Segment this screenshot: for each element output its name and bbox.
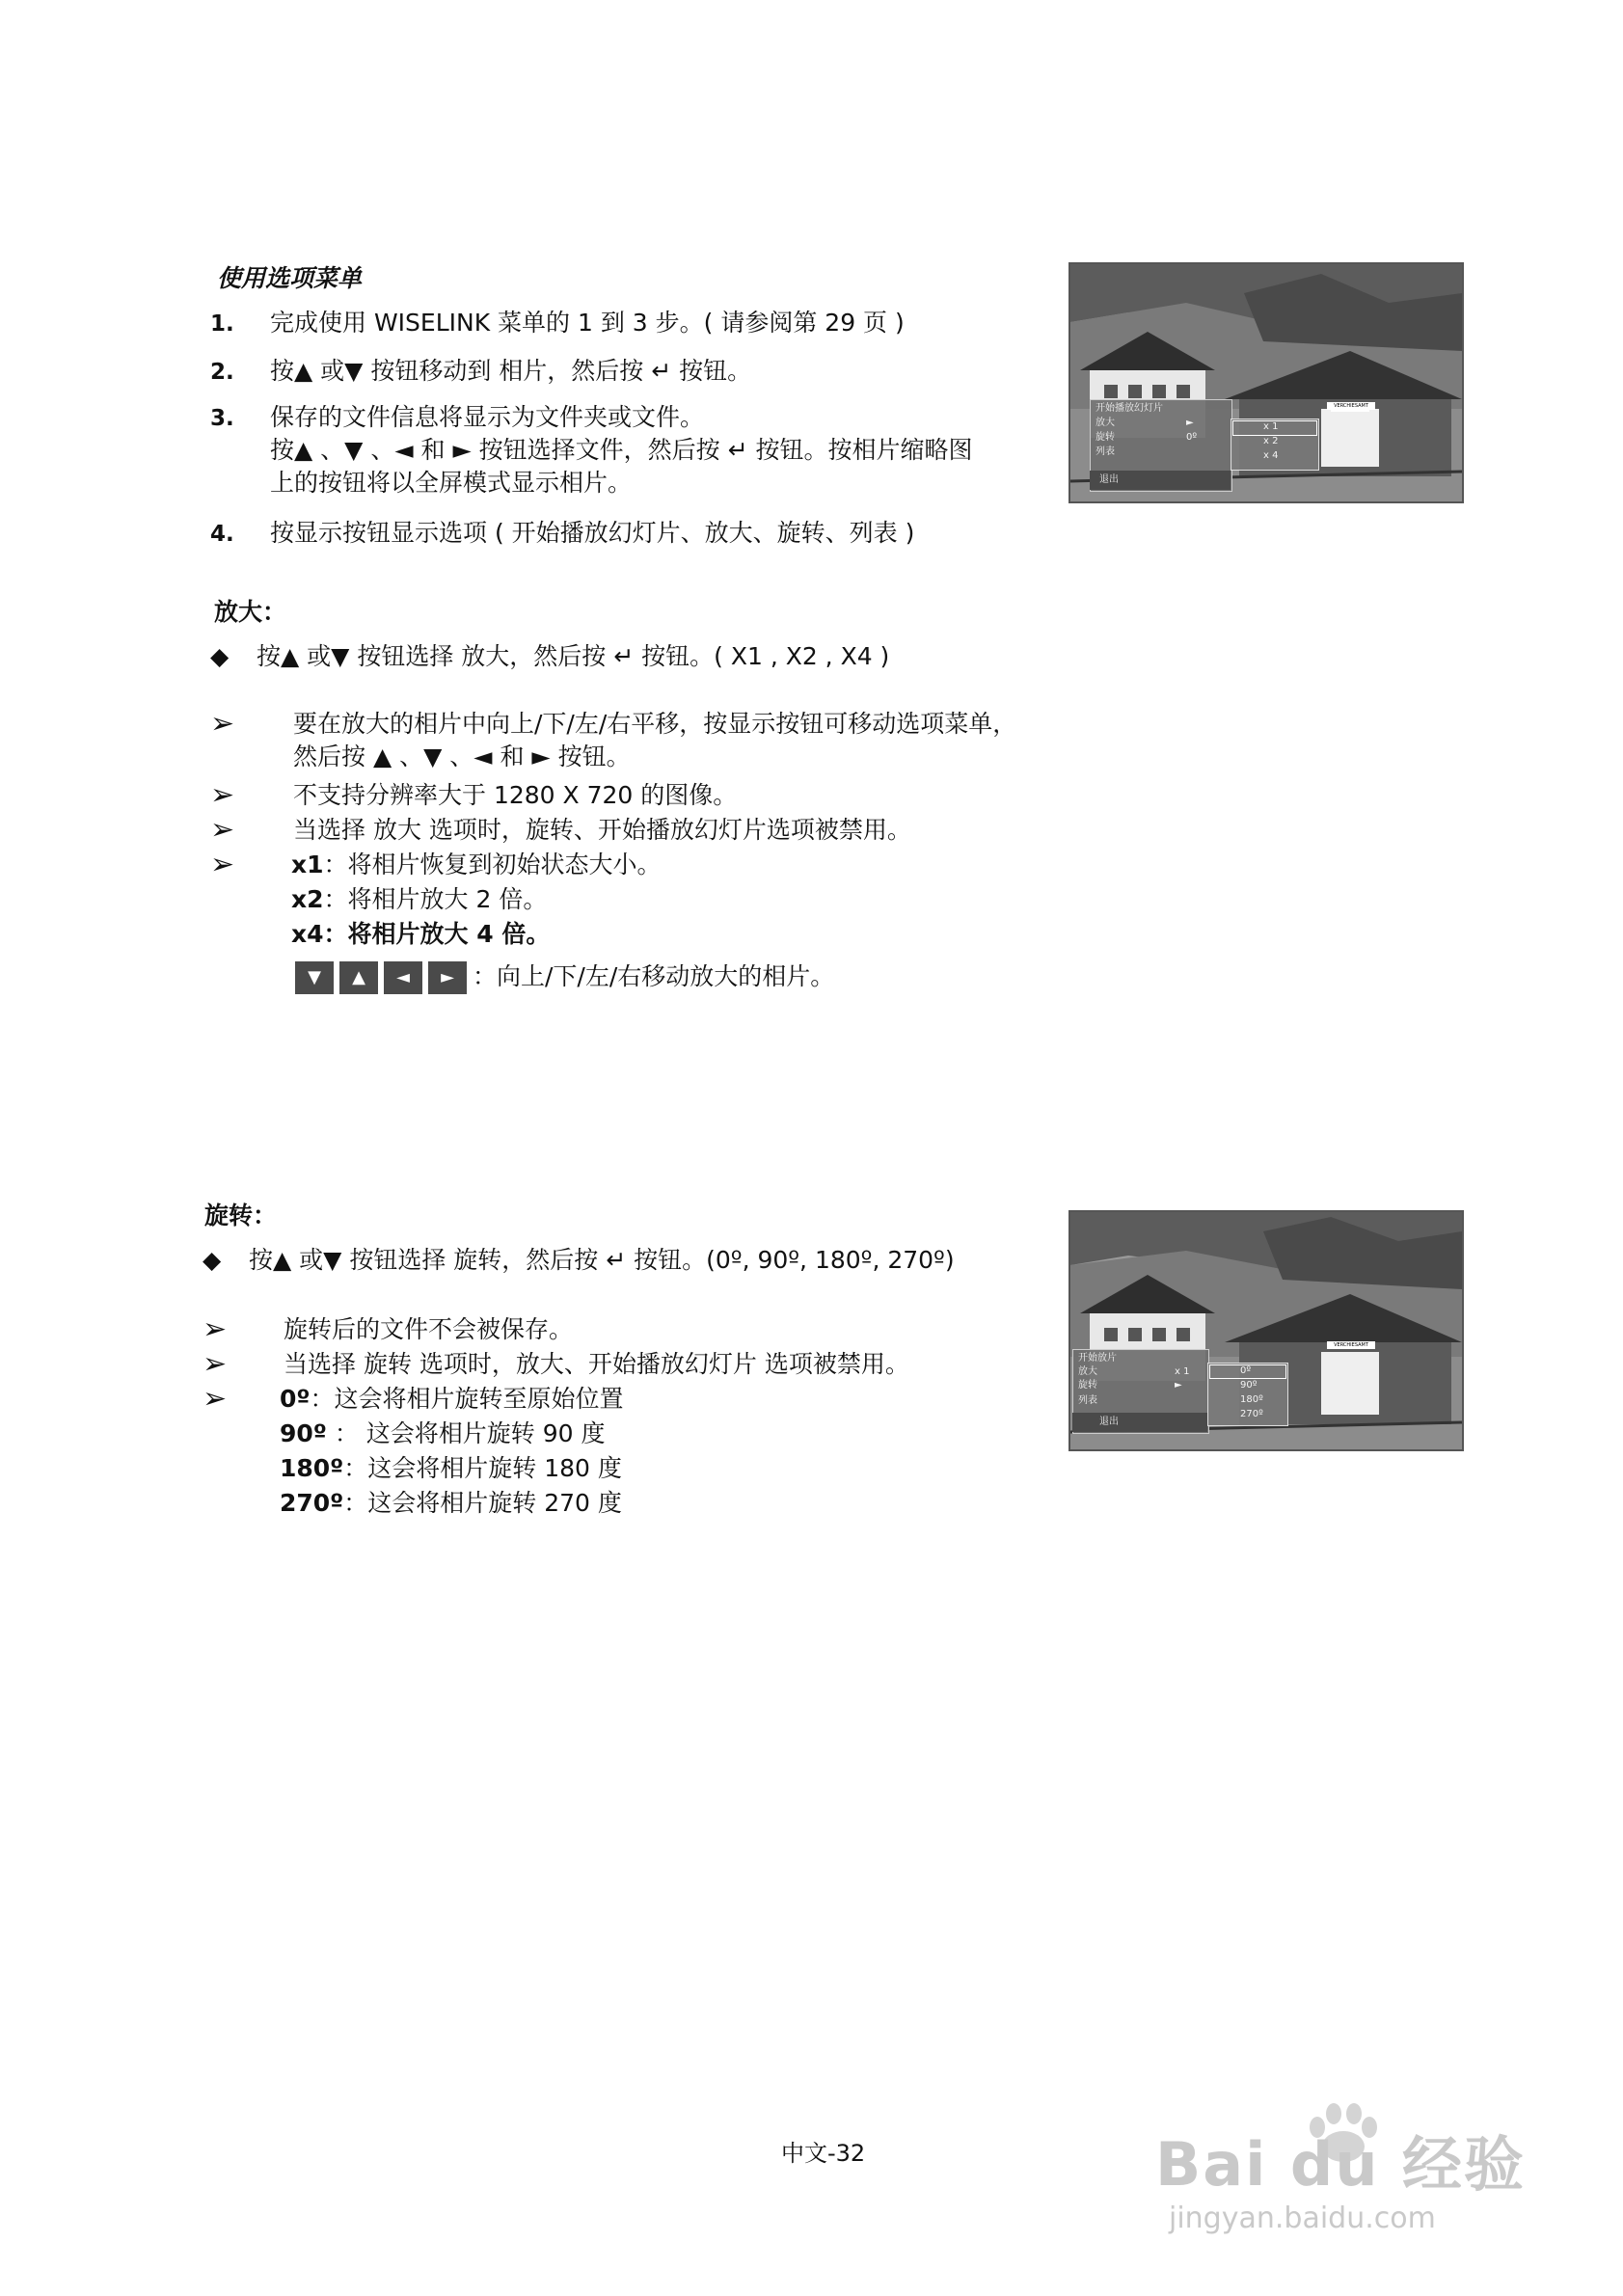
rotate-levels [203,1382,624,1517]
rotate-level-0: 0º：这会将相片旋转至原始位置 [280,1385,624,1413]
osd-sub-180: 180º [1240,1394,1263,1405]
osd-item-list: 列表 [1096,446,1115,457]
rotate-bullet-text: 按▲ 或▼ 按钮选择 旋转，然后按 ↵ 按钮。(0º, 90º, 180º, 270º) [249,1246,955,1274]
zoom-level-x2: x2：将相片放大 2 倍。 [291,885,548,913]
rotate-note-1 [203,1312,574,1347]
step-2 [210,355,752,389]
zoom-level-x1: x1：将相片恢复到初始状态大小。 [291,851,662,878]
osd-exit: 退出 [1099,474,1119,485]
osd-item-slideshow: 开始放片 [1078,1353,1117,1364]
nav-buttons-text: ：向上/下/左/右移动放大的相片。 [473,962,835,990]
osd-item-zoom: 放大 [1078,1366,1097,1377]
zoom-levels [210,848,662,948]
osd-value-zoom: ► [1186,418,1194,428]
zoom-level-x4: x4：将相片放大 4 倍。 [291,920,551,948]
note-text: 不支持分辨率大于 1280 X 720 的图像。 [293,781,738,809]
osd-footer [1072,1413,1207,1432]
nav-buttons-row [295,960,834,994]
osd-sub-90: 90º [1240,1380,1258,1391]
osd-item-slideshow: 开始播放幻灯片 [1096,403,1163,414]
osd-value-rotate: ► [1175,1380,1182,1391]
section-title-options-menu: 使用选项菜单 [217,264,363,292]
step-text: 按▲ 、▼ 、◄ 和 ► 按钮选择文件，然后按 ↵ 按钮。按相片缩略图 [270,436,973,464]
zoom-bullet [210,640,890,673]
osd-sub-0: 0º [1240,1365,1252,1376]
osd-item-rotate: 旋转 [1078,1380,1097,1391]
osd-item-rotate: 旋转 [1096,432,1115,443]
house-sign: VERCHIESAMT [1327,1341,1375,1349]
baidu-url: jingyan.baidu.com [1169,2201,1436,2235]
step-number: 4. [210,522,234,547]
rotate-note-2 [203,1347,909,1382]
note-arrow-icon: ➢ [203,1382,228,1416]
step-1 [210,307,905,340]
step-text: 完成使用 WISELINK 菜单的 1 到 3 步。( 请参阅第 29 页 ) [270,309,905,337]
step-text: 上的按钮将以全屏模式显示相片。 [270,469,633,497]
down-arrow-icon: ▼ [295,961,334,994]
step-number: 3. [210,406,234,431]
osd-sub-270: 270º [1240,1409,1263,1419]
diamond-icon: ◆ [210,642,230,670]
note-arrow-icon: ➢ [203,1347,228,1381]
house-sign: VERCHIESAMT [1327,402,1375,410]
note-text: 旋转后的文件不会被保存。 [284,1315,574,1343]
right-arrow-icon: ► [428,961,467,994]
osd-value-zoom: x 1 [1175,1366,1190,1377]
osd-item-zoom: 放大 [1096,418,1115,428]
osd-sub-x2: x 2 [1263,436,1279,446]
note-text: 要在放大的相片中向上/下/左/右平移，按显示按钮可移动选项菜单， [293,710,1017,738]
diamond-icon: ◆ [203,1246,222,1274]
note-text: 然后按 ▲ 、▼ 、◄ 和 ► 按钮。 [293,743,631,770]
step-text: 保存的文件信息将显示为文件夹或文件。 [270,403,705,431]
step-3 [210,401,973,497]
note-arrow-icon: ➢ [203,1312,228,1346]
zoom-title: 放大： [214,598,287,626]
tv-screenshot-zoom [1068,262,1464,503]
note-arrow-icon: ➢ [210,778,235,812]
note-text: 当选择 旋转 选项时，放大、开始播放幻灯片 选项被禁用。 [284,1350,909,1378]
osd-value-rotate: 0º [1186,432,1198,443]
step-number: 2. [210,360,234,385]
rotate-title: 旋转： [204,1202,278,1229]
tv-screenshot-rotate [1068,1210,1464,1451]
osd-sub-x4: x 4 [1263,450,1279,461]
note-arrow-icon: ➢ [210,813,235,847]
zoom-note-3 [210,813,911,848]
step-text: 按▲ 或▼ 按钮移动到 相片，然后按 ↵ 按钮。 [270,357,752,385]
osd-item-list: 列表 [1078,1395,1097,1406]
rotate-level-180: 180º：这会将相片旋转 180 度 [280,1454,622,1482]
zoom-note-1 [210,707,1017,770]
baidu-watermark [1155,2112,1541,2235]
zoom-note-2 [210,778,738,813]
osd-sub-x1: x 1 [1263,421,1279,432]
up-arrow-icon: ▲ [339,961,378,994]
note-arrow-icon: ➢ [210,707,235,741]
step-4 [210,517,915,551]
osd-exit: 退出 [1099,1417,1119,1427]
step-text: 按显示按钮显示选项 ( 开始播放幻灯片、放大、旋转、列表 ) [270,519,915,547]
zoom-bullet-text: 按▲ 或▼ 按钮选择 放大，然后按 ↵ 按钮。( X1 , X2 , X4 ) [257,642,890,670]
page-number: 中文-32 [781,2140,866,2167]
rotate-level-270: 270º：这会将相片旋转 270 度 [280,1489,622,1517]
rotate-bullet [203,1244,955,1277]
left-arrow-icon: ◄ [384,961,422,994]
rotate-level-90: 90º ： 这会将相片旋转 90 度 [280,1419,606,1447]
step-number: 1. [210,311,234,337]
note-arrow-icon: ➢ [210,848,235,881]
note-text: 当选择 放大 选项时，旋转、开始播放幻灯片选项被禁用。 [293,816,911,844]
baidu-brand: Bai du 经验 [1155,2129,1527,2200]
